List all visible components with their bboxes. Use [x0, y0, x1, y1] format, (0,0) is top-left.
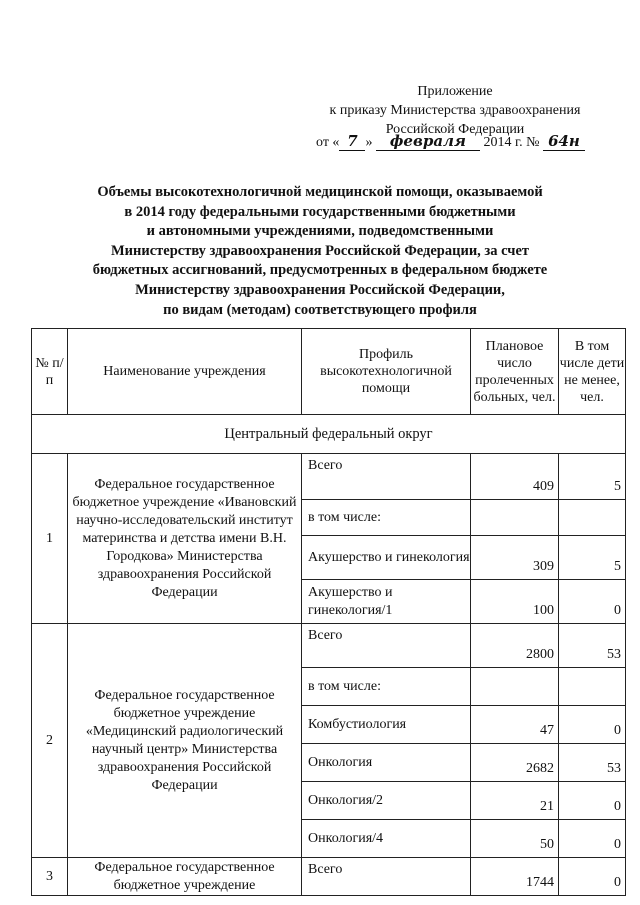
profile-text: Акушерство и гинекология/1 [308, 584, 393, 618]
order-day: 7 [339, 132, 365, 151]
children-cell: 0 [559, 706, 626, 744]
order-month: февраля [376, 132, 480, 151]
order-date-line [316, 132, 585, 151]
profile-cell: Онкология/4 [302, 820, 471, 858]
children-cell: 5 [559, 454, 626, 500]
table-row [32, 858, 626, 896]
profile-cell: Онкология/2 [302, 782, 471, 820]
header-profile: Профиль высокотехнологичной помощи [302, 329, 471, 415]
profile-cell: Комбустиология [302, 706, 471, 744]
appendix-label: Приложение [417, 84, 493, 99]
planned-cell: 309 [471, 536, 559, 580]
children-cell [559, 500, 626, 536]
district-name: Центральный федеральный округ [32, 415, 626, 454]
profile-cell: в том числе: [302, 500, 471, 536]
planned-cell: 50 [471, 820, 559, 858]
institution-name: Федеральное государственное бюджетное учреждение «Медицинский радиологический научный центр» Министерства здравоохранения Российской Федерации [68, 624, 302, 858]
appendix-order-ref: к приказу Министерства здравоохранения [329, 103, 581, 118]
header-no: № п/п [32, 329, 68, 415]
title-line: Объемы высокотехнологичной медицинской помощи, оказываемой [97, 184, 543, 200]
title-line: и автономными учреждениями, подведомственными [146, 223, 494, 240]
title-line: по видам (методам) соответствующего профиля [163, 301, 477, 318]
children-cell: 5 [559, 536, 626, 580]
planned-cell: 2682 [471, 744, 559, 782]
table-row [32, 454, 626, 500]
table-row [32, 624, 626, 668]
order-year: 2014 г. № [483, 135, 540, 150]
district-row [32, 415, 626, 454]
title-line: Министерству здравоохранения Российской Федерации, [135, 281, 505, 298]
planned-cell [471, 668, 559, 706]
header-planned: Плановое число пролеченных больных, чел. [471, 329, 559, 415]
document-title [40, 183, 600, 320]
children-cell: 53 [559, 744, 626, 782]
profile-cell: Онкология [302, 744, 471, 782]
order-mid: » [365, 135, 373, 150]
volumes-table [31, 328, 626, 896]
profile-cell: Всего [302, 624, 471, 668]
planned-cell: 21 [471, 782, 559, 820]
planned-cell: 100 [471, 580, 559, 624]
institution-no: 3 [32, 858, 68, 896]
children-cell: 0 [559, 820, 626, 858]
order-prefix: от « [316, 135, 340, 150]
planned-cell [471, 500, 559, 536]
title-line: Министерству здравоохранения Российской Федерации, за счет [110, 242, 530, 259]
profile-cell: Всего [302, 454, 471, 500]
profile-cell [302, 536, 471, 580]
children-cell: 0 [559, 580, 626, 624]
children-cell: 53 [559, 624, 626, 668]
institution-name: Федеральное государственное бюджетное учреждение «Ивановский научно-исследовательский институт материнства и детства имени В.Н. Городкова» Министерства здравоохранения Российской Федерации [68, 454, 302, 624]
header-name: Наименование учреждения [68, 329, 302, 415]
title-line: в 2014 году федеральными государственными бюджетными [124, 203, 516, 220]
order-number: 64н [543, 132, 585, 151]
planned-cell: 1744 [471, 858, 559, 896]
institution-no: 2 [32, 624, 68, 858]
children-cell: 0 [559, 782, 626, 820]
appendix-ministry: Российской Федерации [385, 122, 525, 137]
title-line: бюджетных ассигнований, предусмотренных в федеральном бюджете [92, 262, 548, 279]
header-children: В том числе дети не менее, чел. [559, 329, 626, 415]
institution-name: Федеральное государственное бюджетное учреждение [68, 858, 302, 896]
children-cell: 0 [559, 858, 626, 896]
profile-cell: Всего [302, 858, 471, 896]
institution-no: 1 [32, 454, 68, 624]
planned-cell: 47 [471, 706, 559, 744]
profile-cell [302, 580, 471, 624]
table-header-row [32, 329, 626, 415]
planned-cell: 409 [471, 454, 559, 500]
profile-cell: в том числе: [302, 668, 471, 706]
children-cell [559, 668, 626, 706]
profile-text: Акушерство и гинекология [308, 549, 470, 565]
planned-cell: 2800 [471, 624, 559, 668]
appendix-header [310, 82, 600, 139]
